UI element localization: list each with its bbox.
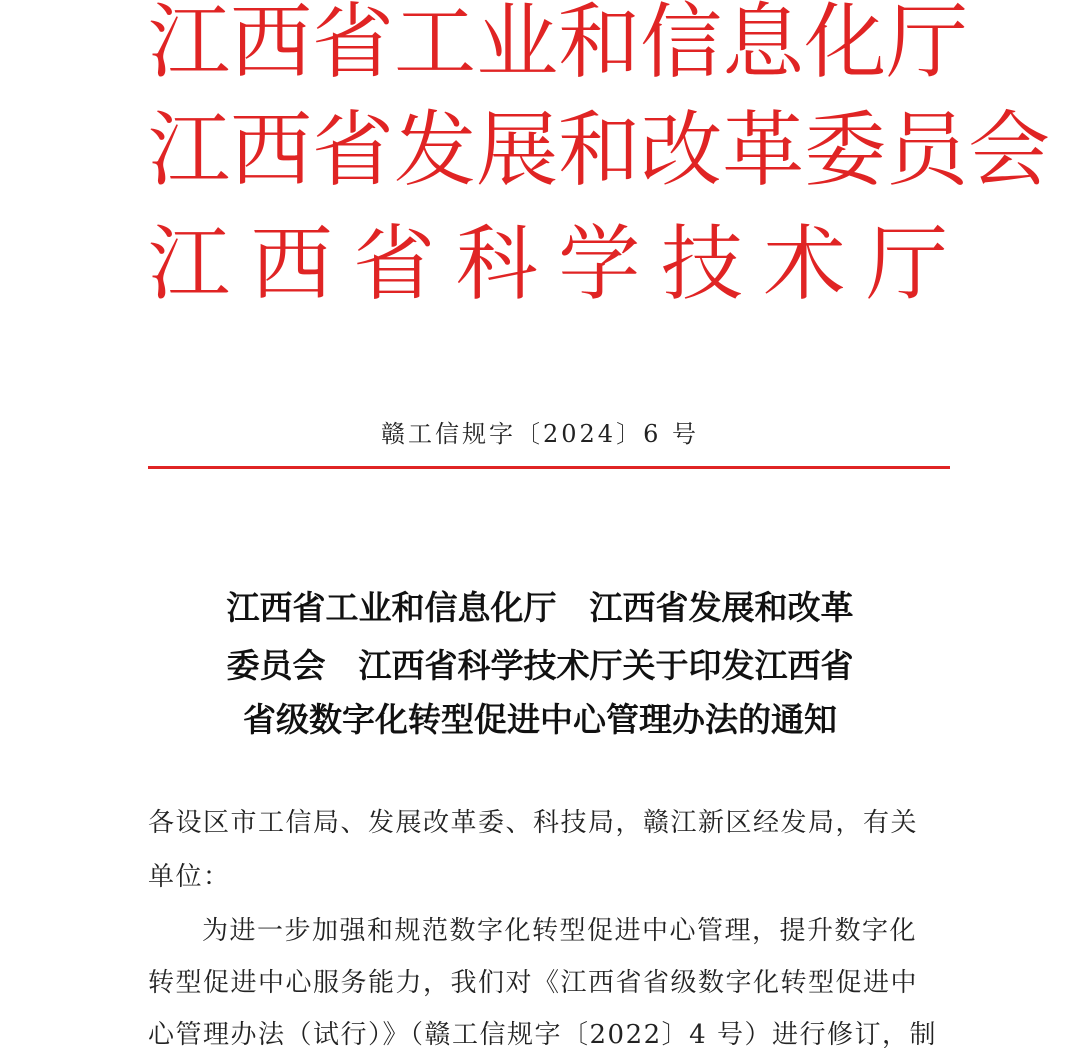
header-char: 展 [476,103,559,198]
header-char: 学 [558,217,641,312]
header-char: 工 [394,0,477,90]
header-char: 江 [148,217,231,312]
header-char: 西 [250,217,333,312]
header-char: 厅 [865,217,948,312]
issuer-header-line-3 [148,212,948,318]
document-title-line-2: 委员会 江西省科学技术厅关于印发江西省 [226,646,854,685]
header-char: 信 [640,0,723,90]
header-char: 改 [640,103,723,198]
header-char: 西 [230,103,313,198]
header-char: 西 [230,0,313,90]
header-char: 技 [660,217,743,312]
header-char: 化 [804,0,887,90]
red-divider-line [148,466,950,469]
body-text-line-5: 心管理办法（试行）》（赣工信规字〔2022〕4 号）进行修订，制 [148,1020,937,1048]
header-char: 和 [558,0,641,90]
header-char: 革 [722,103,805,198]
body-text-line-1: 各设区市工信局、发展改革委、科技局，赣江新区经发局，有关 [148,808,919,838]
header-char: 省 [312,103,395,198]
body-text-line-2: 单位： [148,862,231,892]
header-char: 息 [722,0,805,90]
header-char: 业 [476,0,559,90]
header-char: 江 [148,0,231,90]
header-char: 和 [558,103,641,198]
header-char: 省 [353,217,436,312]
header-char: 发 [394,103,477,198]
body-text-line-3: 为进一步加强和规范数字化转型促进中心管理，提升数字化 [202,916,918,946]
document-number: 赣工信规字〔2024〕6 号 [381,420,699,448]
header-char: 术 [763,217,846,312]
issuer-header-line-2 [148,98,1051,204]
header-char: 委 [804,103,887,198]
header-char: 会 [968,103,1051,198]
document-title-line-3: 省级数字化转型促进中心管理办法的通知 [243,700,837,739]
document-title-line-1: 江西省工业和信息化厅 江西省发展和改革 [226,588,854,627]
header-char: 江 [148,103,231,198]
body-text-line-4: 转型促进中心服务能力，我们对《江西省省级数字化转型促进中 [148,968,919,998]
header-char: 厅 [886,0,969,90]
issuer-header-line-1 [148,0,969,96]
header-char: 省 [312,0,395,90]
header-char: 员 [886,103,969,198]
header-char: 科 [455,217,538,312]
